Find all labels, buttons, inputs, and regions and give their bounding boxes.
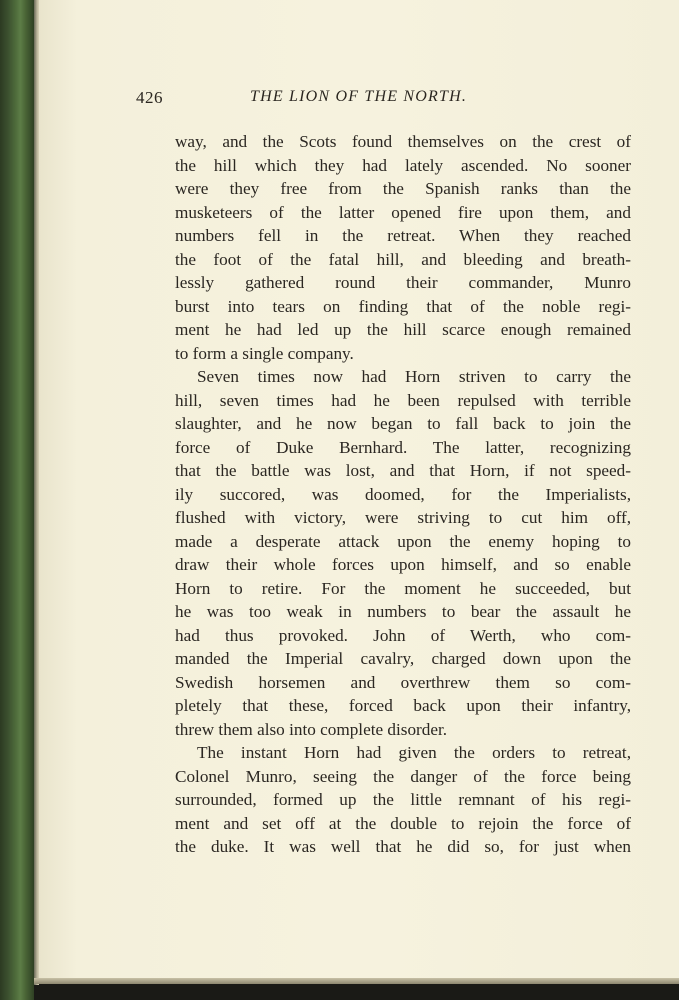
- text-line: surrounded, formed up the little remnant of his regi-: [175, 790, 631, 809]
- text-line: the duke. It was well that he did so, for just when: [175, 837, 631, 856]
- text-line: hill, seven times had he been repulsed with terrible: [175, 390, 631, 410]
- page-bottom-edge: [34, 978, 679, 984]
- text-line: ment and set off at the double to rejoin the force of: [175, 813, 631, 833]
- text-line: Swedish horsemen and overthrew them so com-: [175, 672, 631, 692]
- text-line: that the battle was lost, and that Horn, if not speed-: [175, 461, 631, 480]
- body-text: [175, 130, 631, 859]
- text-line: Horn to retire. For the moment he succeeded, but: [175, 578, 631, 598]
- text-line: lessly gathered round their commander, Munro: [175, 273, 631, 292]
- text-line: the hill which they had lately ascended. No sooner: [175, 155, 631, 175]
- text-line: had thus provoked. John of Werth, who com-: [175, 625, 631, 645]
- text-line: pletely that these, forced back upon their infantry,: [175, 696, 631, 715]
- text-line: The instant Horn had given the orders to retreat,: [197, 743, 631, 762]
- text-line: force of Duke Bernhard. The latter, recognizing: [175, 437, 631, 457]
- text-line: slaughter, and he now began to fall back to join the: [175, 414, 631, 433]
- text-line: he was too weak in numbers to bear the assault he: [175, 602, 631, 621]
- text-line: manded the Imperial cavalry, charged down upon the: [175, 649, 631, 668]
- text-line: draw their whole forces upon himself, and so enable: [175, 555, 631, 574]
- text-line: musketeers of the latter opened fire upon them, and: [175, 202, 631, 222]
- page-header: [136, 88, 630, 110]
- text-line: the foot of the fatal hill, and bleeding and breath-: [175, 249, 631, 269]
- text-line: Colonel Munro, seeing the danger of the force being: [175, 766, 631, 786]
- page-number: 426: [136, 88, 163, 107]
- text-line: threw them also into complete disorder.: [175, 719, 448, 739]
- text-line: ment he had led up the hill scarce enough remained: [175, 320, 631, 339]
- text-line: ily succored, was doomed, for the Imperialists,: [175, 484, 631, 504]
- text-line: burst into tears on finding that of the noble regi-: [175, 296, 631, 316]
- text-line: numbers fell in the retreat. When they reached: [175, 226, 631, 245]
- text-line: to form a single company.: [175, 343, 354, 363]
- text-line: flushed with victory, were striving to cut him off,: [175, 508, 631, 527]
- book-spine: [0, 0, 34, 1000]
- text-line: Seven times now had Horn striven to carry the: [197, 367, 631, 386]
- text-line: way, and the Scots found themselves on the crest of: [175, 132, 631, 151]
- text-line: were they free from the Spanish ranks than the: [175, 179, 631, 198]
- running-title: THE LION OF THE NORTH.: [250, 88, 468, 105]
- text-line: made a desperate attack upon the enemy hoping to: [175, 531, 631, 551]
